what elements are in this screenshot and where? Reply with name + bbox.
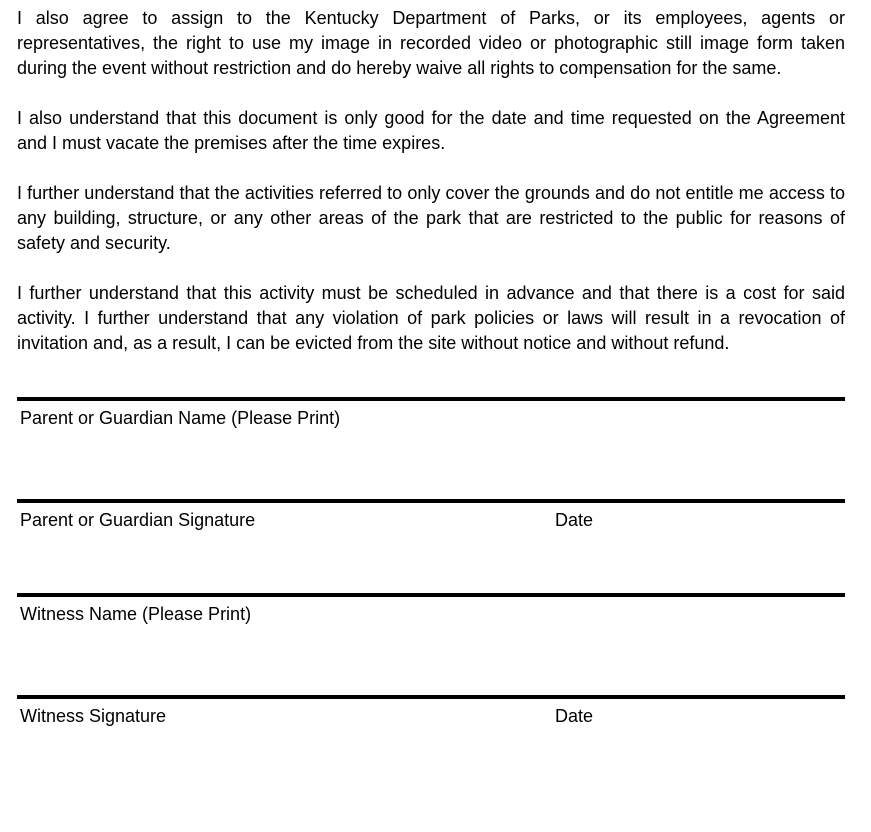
witness-signature-label: Witness Signature	[20, 706, 167, 726]
paragraph-grounds-access: I further understand that the activities referred to only cover the grounds and do not entitle me access to any building, structure, or any other areas of the park that are restricted to the public for reasons of safety and security.	[17, 183, 845, 253]
paragraph-date-validity: I also understand that this document is only good for the date and time requested on the Agreement and I must vacate the premises after the time expires.	[17, 108, 845, 153]
parent-signature-label: Parent or Guardian Signature	[20, 510, 256, 530]
witness-signature-date-label: Date	[555, 706, 594, 726]
paragraph-scheduling-cost: I further understand that this activity must be scheduled in advance and that there is a cost for said activity. I further understand that any violation of park policies or laws will result in a revocation of invitation and, as a result, I can be evicted from the site without notice and without refund.	[17, 283, 845, 353]
parent-signature-date-label: Date	[555, 510, 594, 530]
signature-field-witness-name	[17, 593, 845, 695]
paragraph-image-release: I also agree to assign to the Kentucky Department of Parks, or its employees, agents or representatives, the right to use my image in recorded video or photographic still image form taken during the event without restriction and do hereby waive all rights to compensation for the same.	[17, 8, 845, 78]
signature-field-parent-name	[17, 397, 845, 499]
signature-field-parent-signature	[17, 499, 845, 593]
witness-name-label: Witness Name (Please Print)	[20, 604, 252, 624]
signature-field-witness-signature	[17, 695, 845, 755]
signature-section	[17, 397, 845, 755]
parent-name-label: Parent or Guardian Name (Please Print)	[20, 408, 341, 428]
